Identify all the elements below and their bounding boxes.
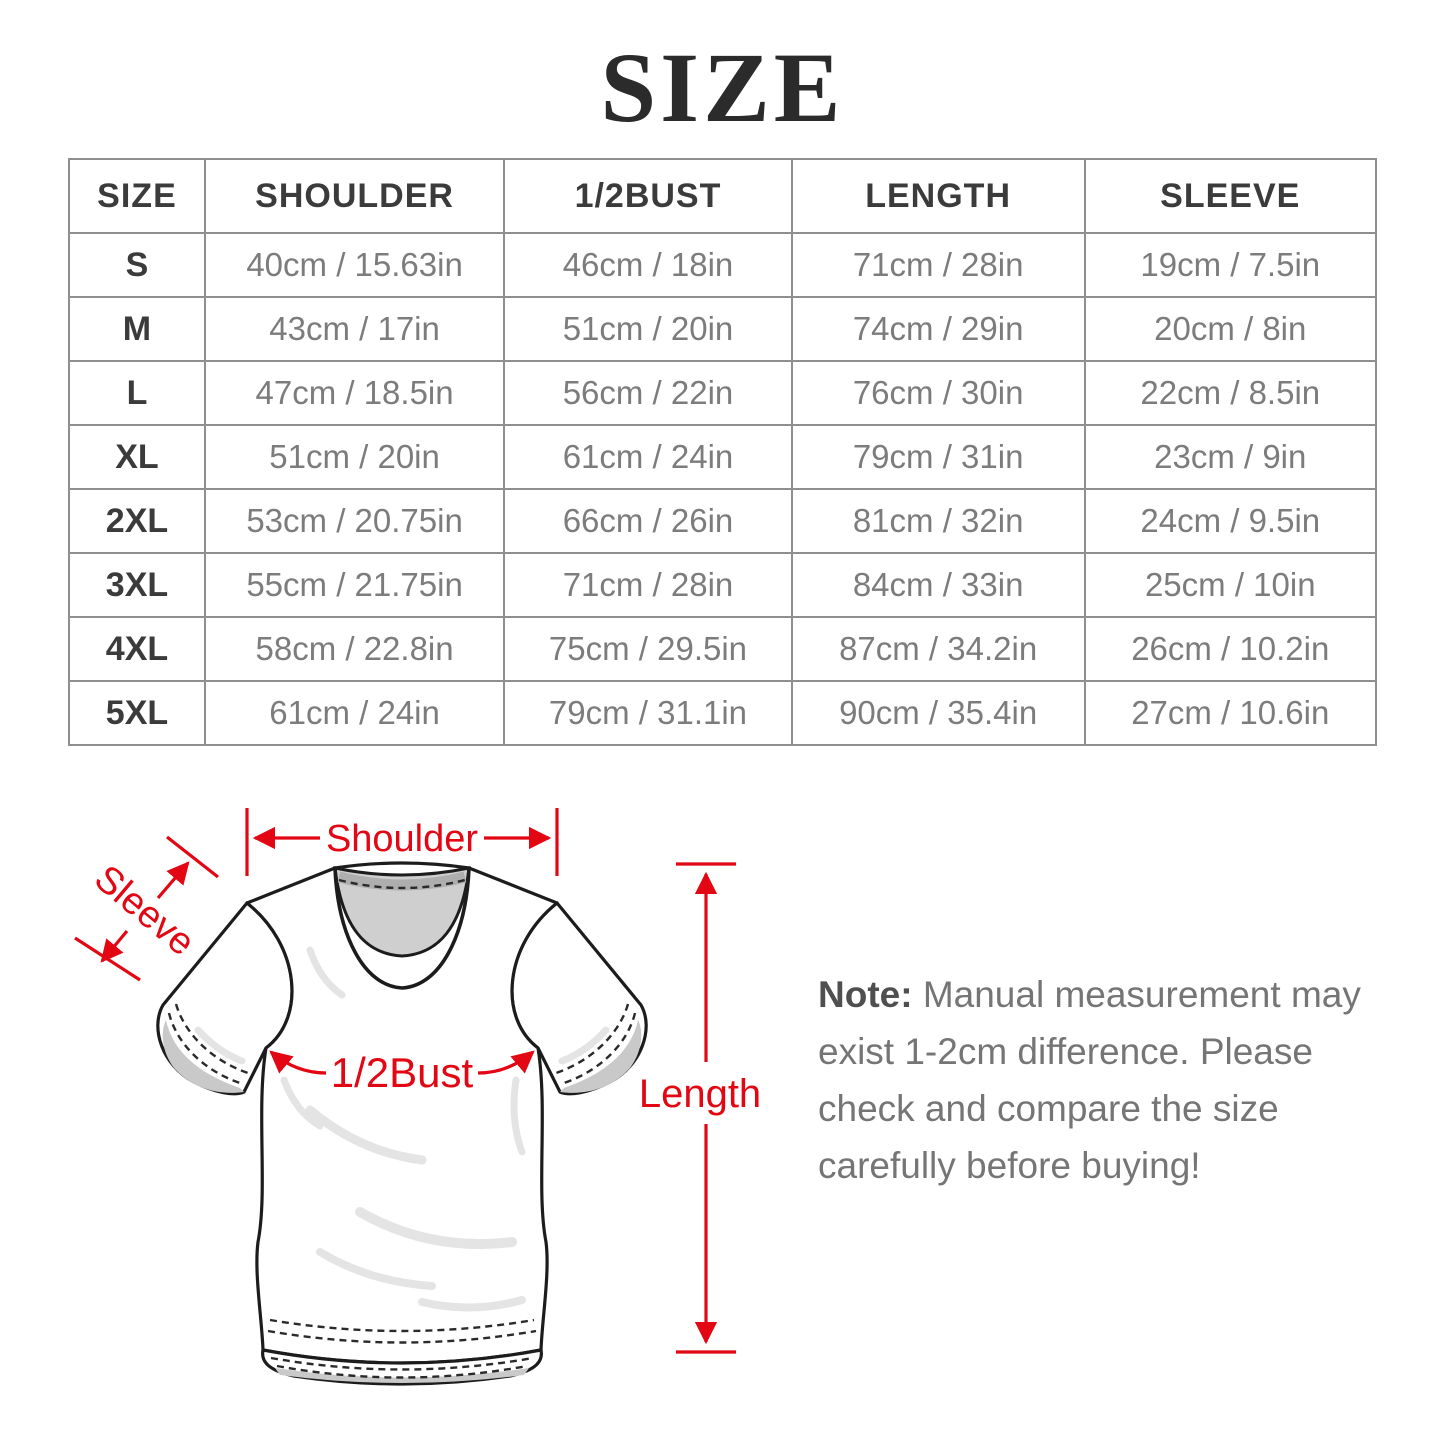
note-prefix: Note: <box>818 974 913 1015</box>
measurement-cell: 55cm / 21.75in <box>205 553 504 617</box>
size-label: 4XL <box>69 617 205 681</box>
table-row <box>69 425 1376 489</box>
table-row <box>69 361 1376 425</box>
measurement-cell: 75cm / 29.5in <box>504 617 792 681</box>
measurement-cell: 79cm / 31.1in <box>504 681 792 745</box>
column-header: 1/2BUST <box>504 159 792 233</box>
length-label: Length <box>638 1072 762 1116</box>
measurement-cell: 20cm / 8in <box>1085 297 1376 361</box>
measurement-cell: 61cm / 24in <box>504 425 792 489</box>
size-label: M <box>69 297 205 361</box>
measurement-cell: 58cm / 22.8in <box>205 617 504 681</box>
page-title: SIZE <box>600 32 845 143</box>
size-label: 5XL <box>69 681 205 745</box>
tshirt-measurement-diagram <box>70 780 810 1445</box>
table-row <box>69 233 1376 297</box>
measurement-cell: 19cm / 7.5in <box>1085 233 1376 297</box>
sleeve-label: Sleeve <box>86 857 203 965</box>
measurement-cell: 87cm / 34.2in <box>792 617 1085 681</box>
measurement-cell: 71cm / 28in <box>504 553 792 617</box>
measurement-cell: 71cm / 28in <box>792 233 1085 297</box>
measurement-cell: 24cm / 9.5in <box>1085 489 1376 553</box>
sleeve-lower-tick <box>75 938 140 980</box>
column-header: SLEEVE <box>1085 159 1376 233</box>
table-row <box>69 553 1376 617</box>
measurement-note <box>818 966 1408 1194</box>
measurement-cell: 56cm / 22in <box>504 361 792 425</box>
size-table-body <box>69 233 1376 745</box>
measurement-cell: 66cm / 26in <box>504 489 792 553</box>
measurement-cell: 76cm / 30in <box>792 361 1085 425</box>
column-header: SHOULDER <box>205 159 504 233</box>
note-line-3: check and compare the size <box>818 1088 1279 1129</box>
half-bust-label: 1/2Bust <box>330 1049 474 1096</box>
table-row <box>69 489 1376 553</box>
measurement-cell: 22cm / 8.5in <box>1085 361 1376 425</box>
measurement-cell: 40cm / 15.63in <box>205 233 504 297</box>
sleeve-upper-tick <box>167 837 218 877</box>
header-row <box>69 159 1376 233</box>
size-table-header <box>69 159 1376 233</box>
measurement-cell: 43cm / 17in <box>205 297 504 361</box>
measurement-cell: 51cm / 20in <box>205 425 504 489</box>
size-label: L <box>69 361 205 425</box>
note-line-1: Manual measurement may <box>912 974 1361 1015</box>
column-header: SIZE <box>69 159 205 233</box>
sleeve-arrow-up <box>158 863 188 898</box>
note-line-2: exist 1-2cm difference. Please <box>818 1031 1313 1072</box>
measurement-cell: 84cm / 33in <box>792 553 1085 617</box>
measurement-cell: 26cm / 10.2in <box>1085 617 1376 681</box>
size-label: 3XL <box>69 553 205 617</box>
tshirt-illustration <box>70 780 810 1445</box>
measurement-cell: 23cm / 9in <box>1085 425 1376 489</box>
table-row <box>69 297 1376 361</box>
measurement-cell: 46cm / 18in <box>504 233 792 297</box>
measurement-cell: 74cm / 29in <box>792 297 1085 361</box>
measurement-cell: 27cm / 10.6in <box>1085 681 1376 745</box>
sleeve-arrow-down <box>102 931 127 961</box>
measurement-cell: 90cm / 35.4in <box>792 681 1085 745</box>
size-table <box>68 158 1377 746</box>
measurement-cell: 61cm / 24in <box>205 681 504 745</box>
size-label: S <box>69 233 205 297</box>
table-row <box>69 681 1376 745</box>
measurement-cell: 81cm / 32in <box>792 489 1085 553</box>
shoulder-label: Shoulder <box>325 818 479 860</box>
measurement-cell: 79cm / 31in <box>792 425 1085 489</box>
table-row <box>69 617 1376 681</box>
size-label: XL <box>69 425 205 489</box>
measurement-cell: 51cm / 20in <box>504 297 792 361</box>
measurement-cell: 47cm / 18.5in <box>205 361 504 425</box>
note-line-4: carefully before buying! <box>818 1145 1201 1186</box>
size-label: 2XL <box>69 489 205 553</box>
column-header: LENGTH <box>792 159 1085 233</box>
measurement-cell: 53cm / 20.75in <box>205 489 504 553</box>
measurement-cell: 25cm / 10in <box>1085 553 1376 617</box>
